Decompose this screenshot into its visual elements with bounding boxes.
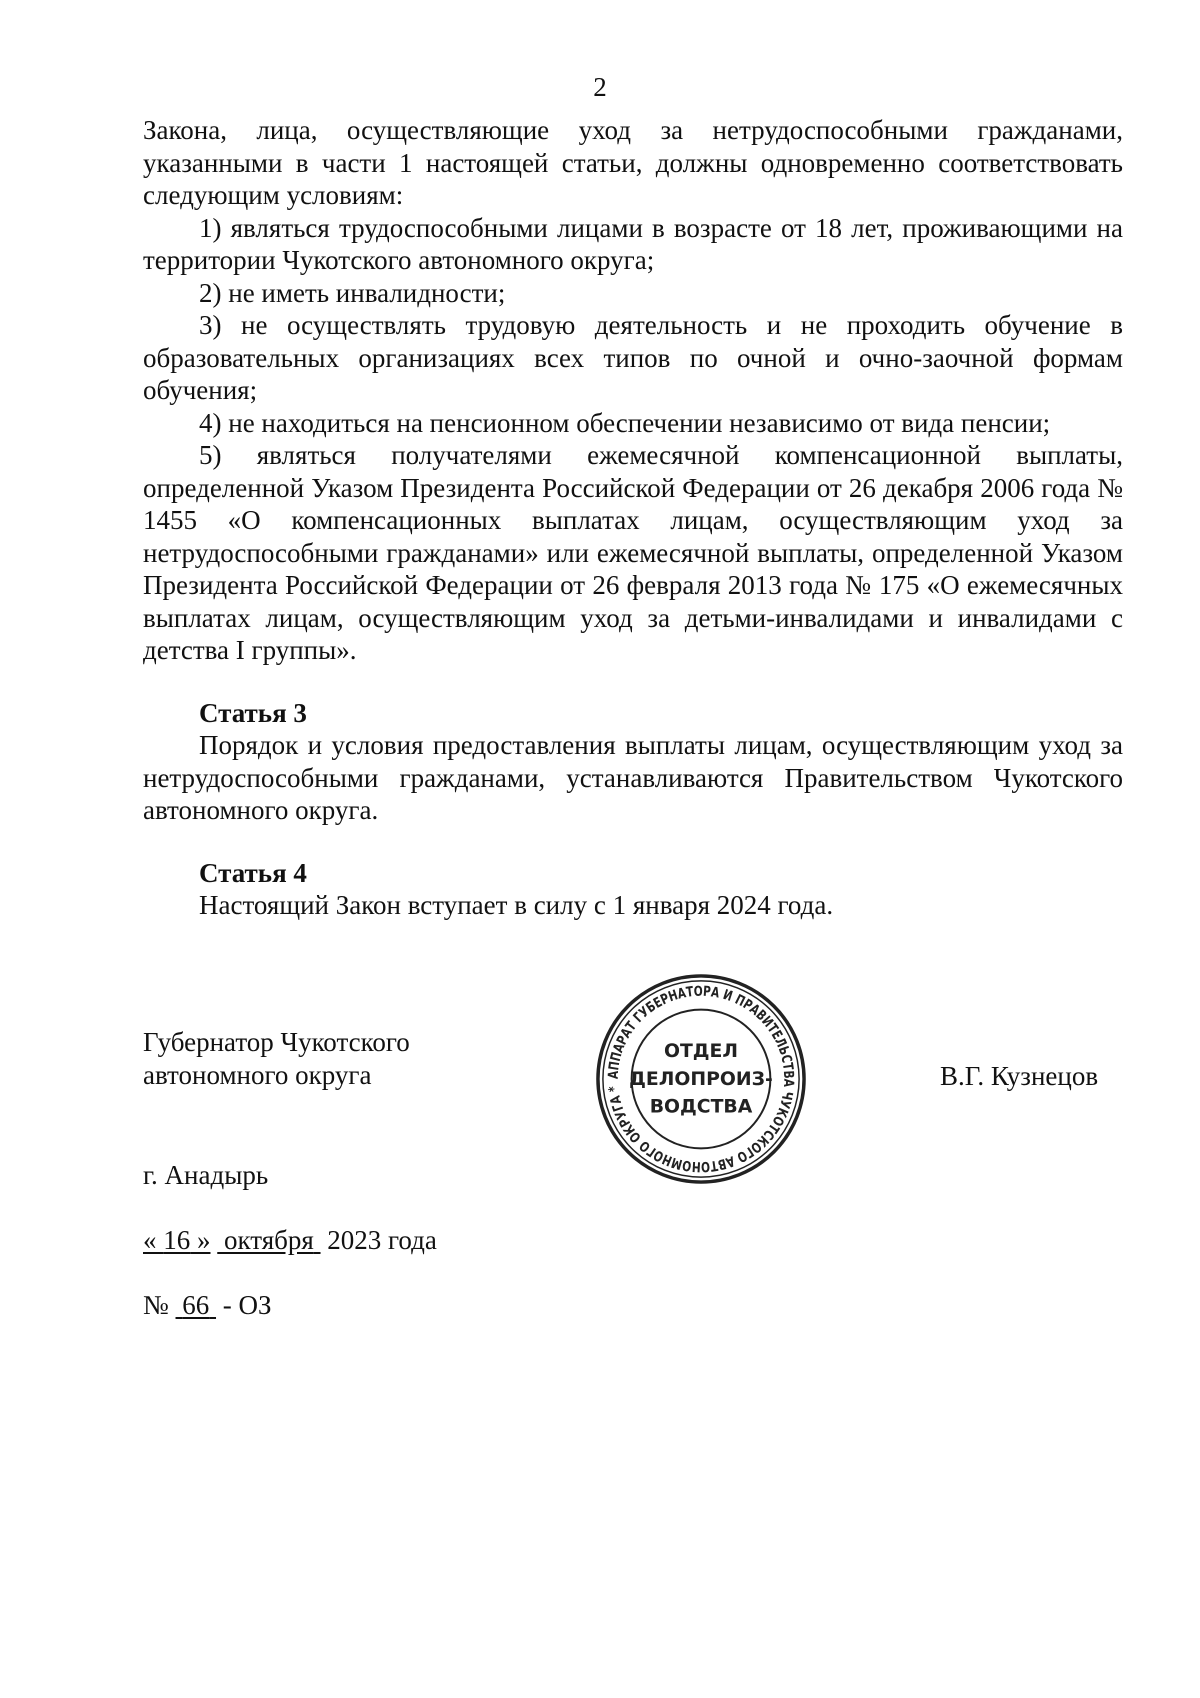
spacer: [143, 827, 1123, 857]
law-number-prefix: №: [143, 1290, 169, 1320]
law-number-field: [176, 1290, 217, 1320]
intro-paragraph: Закона, лица, осуществляющие уход за нетрудоспособными гражданами, указанными в части 1 настоящей статьи, должны одновременно соответствовать следующим условиям:: [143, 115, 1123, 210]
page-number: 2: [593, 72, 607, 102]
date-open-quote: «: [143, 1225, 157, 1255]
condition-item: 5) являться получателями ежемесячной компенсационной выплаты, определенной Указом Президента Российской Федерации от 26 декабря 2006 года № 1455 «О компенсационных выплатах лицам, осуществляющим уход за нетрудоспособными гражданами» или ежемесячной выплаты, определенной Указом Президента Российской Федерации от 26 февраля 2013 года № 175 «О ежемесячных выплатах лицам, осуществляющим уход за детьми-инвалидами и инвалидами с детства I группы».: [143, 440, 1123, 665]
signing-date: [143, 1225, 437, 1256]
date-day: 16: [163, 1225, 191, 1255]
condition-item: 2) не иметь инвалидности;: [199, 277, 506, 308]
signer-name: В.Г. Кузнецов: [940, 1061, 1099, 1091]
condition-item: 3) не осуществлять трудовую деятельность и не проходить обучение в образовательных организациях всех типов по очной и очно-заочной формам обучения;: [143, 310, 1123, 405]
spacer: [143, 667, 1123, 697]
date-close-quote: »: [197, 1225, 211, 1255]
date-year: 2023 года: [327, 1225, 437, 1255]
stamp-center-line2: ДЕЛОПРОИЗ-: [629, 1068, 773, 1090]
article-3-text: Порядок и условия предоставления выплаты лицам, осуществляющим уход за нетрудоспособными гражданами, устанавливаются Правительством Чукотского автономного округа.: [143, 730, 1123, 825]
official-stamp: [592, 970, 810, 1188]
condition-item: 1) являться трудоспособными лицами в возрасте от 18 лет, проживающими на территории Чукотского автономного округа;: [143, 212, 1123, 275]
date-month-field: [217, 1225, 320, 1255]
date-day-field: [143, 1225, 211, 1255]
stamp-ring-text: АППАРАТ ГУБЕРНАТОРА И ПРАВИТЕЛЬСТВА ЧУКОТСКОГО АВТОНОМНОГО ОКРУГА *: [605, 983, 797, 1175]
stamp-center-line3: ВОДСТВА: [649, 1096, 753, 1118]
law-number-value: 66: [182, 1290, 210, 1320]
condition-item: 4) не находиться на пенсионном обеспечении независимо от вида пенсии;: [199, 407, 1051, 438]
article-4-text: Настоящий Закон вступает в силу с 1 января 2024 года.: [199, 890, 834, 920]
law-body: [143, 114, 1123, 922]
law-number-suffix: - ОЗ: [222, 1290, 272, 1320]
signature-position: [143, 1026, 410, 1091]
signature-position-line1: Губернатор Чукотского: [143, 1027, 410, 1057]
law-number: [143, 1290, 272, 1321]
stamp-center-line1: ОТДЕЛ: [663, 1041, 739, 1063]
place-of-signing: г. Анадырь: [143, 1160, 269, 1190]
article-4-title: Статья 4: [199, 857, 307, 888]
date-month: октября: [224, 1225, 314, 1255]
article-3-title: Статья 3: [199, 697, 307, 728]
signature-position-line2: автономного округа: [143, 1059, 372, 1090]
